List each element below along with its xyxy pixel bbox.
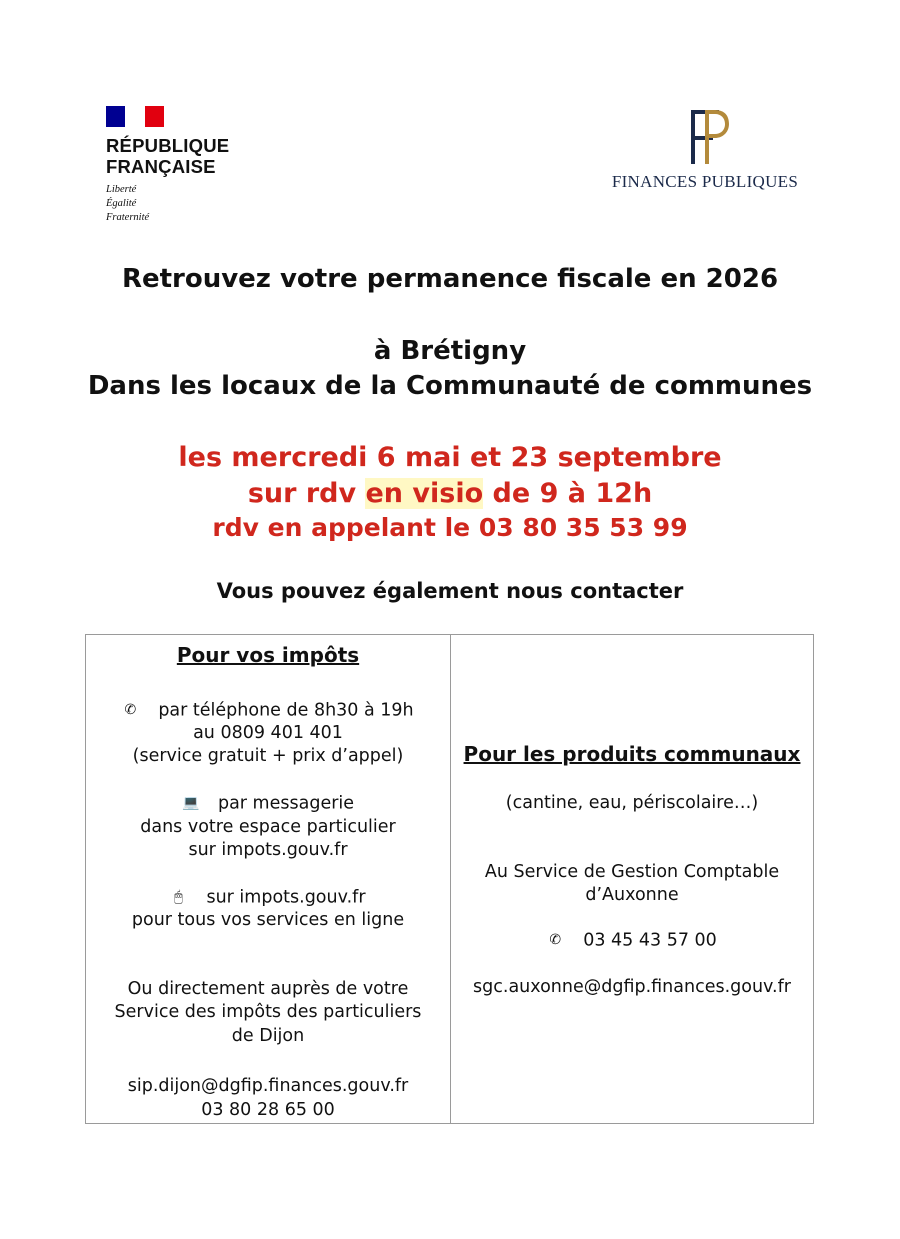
- mouse-icon: 🖱: [174, 889, 183, 905]
- finances-publiques-label: FINANCES PUBLIQUES: [611, 172, 799, 191]
- contact-table: [85, 634, 814, 1124]
- schedule-time-pre: sur rdv: [247, 478, 366, 509]
- schedule-time-post: de 9 à 12h: [483, 478, 653, 509]
- computer-icon: 💻: [181, 795, 200, 811]
- republique-line2: FRANÇAISE: [106, 156, 216, 177]
- schedule-dates: les mercredi 6 mai et 23 septembre: [178, 442, 722, 473]
- impots-column: [86, 635, 451, 1123]
- sgc-line2: d’Auxonne: [585, 885, 679, 905]
- title-line1: Retrouvez votre permanence fiscale en 2026: [121, 264, 779, 294]
- phone-line1: [86, 699, 450, 723]
- motto-fraternite: Fraternité: [106, 212, 150, 223]
- sip-phone: 03 80 28 65 00: [201, 1100, 335, 1120]
- republique-francaise-logo: [106, 106, 276, 225]
- office-line2: Service des impôts des particuliers: [114, 1002, 422, 1022]
- french-flag-icon: [106, 106, 164, 127]
- web-line1-text: sur impots.gouv.fr: [206, 887, 366, 908]
- title-line3: Dans les locaux de la Communauté de communes: [87, 371, 813, 401]
- phone-icon: ✆: [124, 702, 137, 718]
- impots-heading: Pour vos impôts: [176, 643, 360, 667]
- phone-line2: au 0809 401 401: [193, 723, 343, 743]
- republique-motto: [106, 183, 276, 225]
- contact-intro: Vous pouvez également nous contacter: [216, 579, 684, 603]
- message-line3: sur impots.gouv.fr: [188, 840, 348, 860]
- sgc-phone-text: 03 45 43 57 00: [583, 930, 717, 951]
- republique-name: [106, 135, 276, 177]
- schedule-phone: rdv en appelant le 03 80 35 53 99: [212, 513, 688, 542]
- finances-publiques-mark-icon: [675, 104, 735, 168]
- sgc-phone: [451, 929, 813, 953]
- phone-line1-text: par téléphone de 8h30 à 19h: [158, 700, 414, 721]
- schedule-time: [0, 478, 900, 509]
- web-line2: pour tous vos services en ligne: [131, 910, 405, 930]
- title-line2: à Brétigny: [373, 336, 527, 366]
- finances-publiques-logo: [600, 104, 810, 192]
- produits-examples: (cantine, eau, périscolaire…): [505, 793, 759, 813]
- schedule-visio-highlight: en visio: [365, 478, 484, 509]
- produits-heading: Pour les produits communaux: [463, 742, 801, 766]
- office-line3: de Dijon: [231, 1026, 305, 1046]
- phone-icon: ✆: [549, 932, 562, 948]
- web-line1: [86, 886, 450, 910]
- sgc-line1: Au Service de Gestion Comptable: [484, 862, 780, 882]
- republique-line1: RÉPUBLIQUE: [106, 135, 230, 156]
- sgc-email: sgc.auxonne@dgfip.finances.gouv.fr: [473, 977, 791, 997]
- sip-email: sip.dijon@dgfip.finances.gouv.fr: [127, 1076, 409, 1096]
- phone-line3: (service gratuit + prix d’appel): [132, 746, 404, 766]
- produits-communaux-column: [451, 635, 813, 1123]
- motto-egalite: Égalité: [106, 198, 137, 209]
- office-line1: Ou directement auprès de votre: [127, 979, 409, 999]
- message-line1: [86, 792, 450, 816]
- message-line1-text: par messagerie: [217, 793, 355, 814]
- motto-liberte: Liberté: [106, 184, 137, 195]
- message-line2: dans votre espace particulier: [140, 817, 396, 837]
